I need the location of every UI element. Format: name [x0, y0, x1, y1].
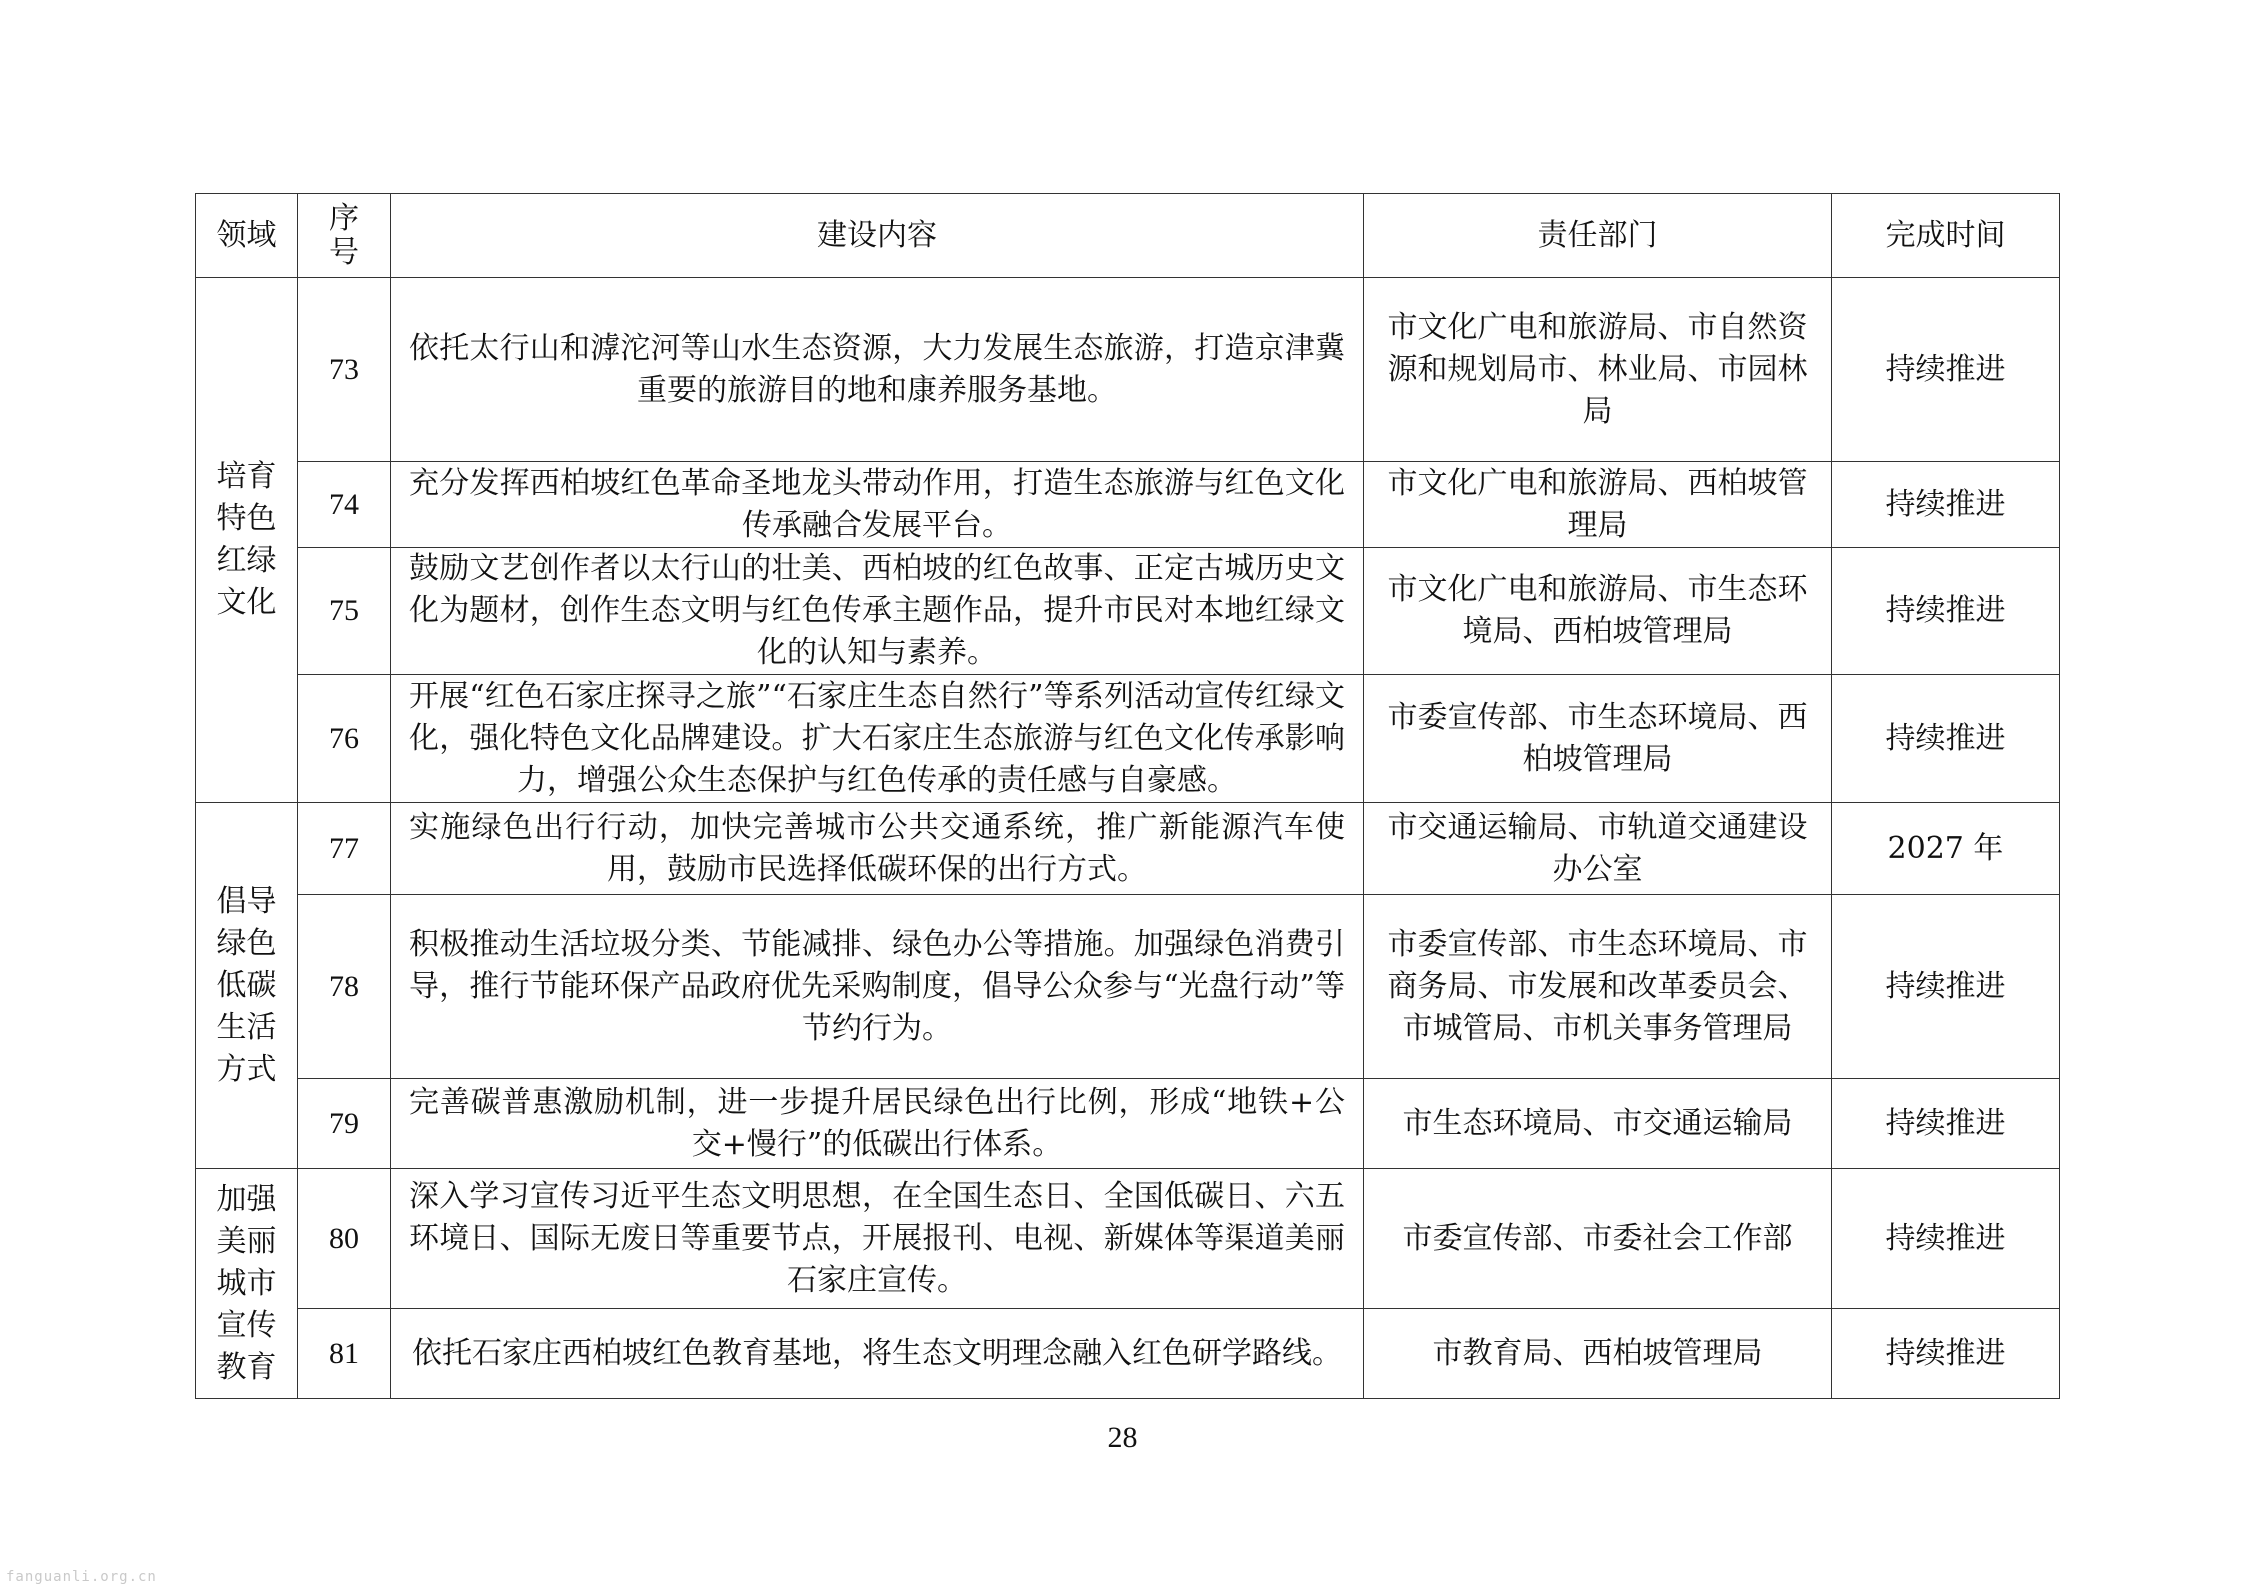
seq-cell: 78 — [298, 895, 391, 1079]
seq-cell: 75 — [298, 548, 391, 675]
dept-cell: 市文化广电和旅游局、西柏坡管理局 — [1364, 462, 1832, 548]
seq-cell: 74 — [298, 462, 391, 548]
content-cell: 依托石家庄西柏坡红色教育基地，将生态文明理念融入红色研学路线。 — [391, 1309, 1364, 1399]
table-row — [196, 675, 2060, 803]
time-cell: 持续推进 — [1832, 895, 2060, 1079]
page-number: 28 — [1107, 1421, 1138, 1454]
dept-cell: 市委宣传部、市生态环境局、西柏坡管理局 — [1364, 675, 1832, 803]
dept-cell: 市文化广电和旅游局、市生态环境局、西柏坡管理局 — [1364, 548, 1832, 675]
table-row — [196, 462, 2060, 548]
area-label: 倡导绿色低碳生活方式 — [216, 883, 277, 1087]
area-label: 培育特色红绿文化 — [216, 459, 277, 620]
header-row — [196, 194, 2060, 278]
content-cell: 完善碳普惠激励机制，进一步提升居民绿色出行比例，形成“地铁+公交+慢行”的低碳出行体系。 — [391, 1079, 1364, 1169]
table-row — [196, 548, 2060, 675]
time-cell: 2027 年 — [1832, 803, 2060, 895]
dept-cell: 市生态环境局、市交通运输局 — [1364, 1079, 1832, 1169]
seq-cell: 77 — [298, 803, 391, 895]
time-cell: 持续推进 — [1832, 278, 2060, 462]
projects-table — [195, 193, 2060, 1399]
content-cell: 充分发挥西柏坡红色革命圣地龙头带动作用，打造生态旅游与红色文化传承融合发展平台。 — [391, 462, 1364, 548]
seq-cell: 73 — [298, 278, 391, 462]
header-content: 建设内容 — [391, 194, 1364, 278]
header-seq — [298, 194, 391, 278]
content-cell: 依托太行山和滹沱河等山水生态资源，大力发展生态旅游，打造京津冀重要的旅游目的地和康养服务基地。 — [391, 278, 1364, 462]
header-time: 完成时间 — [1832, 194, 2060, 278]
time-cell: 持续推进 — [1832, 1309, 2060, 1399]
table-row — [196, 803, 2060, 895]
dept-cell: 市委宣传部、市生态环境局、市商务局、市发展和改革委员会、市城管局、市机关事务管理局 — [1364, 895, 1832, 1079]
time-cell: 持续推进 — [1832, 675, 2060, 803]
content-cell: 积极推动生活垃圾分类、节能减排、绿色办公等措施。加强绿色消费引导，推行节能环保产品政府优先采购制度，倡导公众参与“光盘行动”等节约行为。 — [391, 895, 1364, 1079]
seq-cell: 81 — [298, 1309, 391, 1399]
table-row — [196, 1169, 2060, 1309]
dept-cell: 市教育局、西柏坡管理局 — [1364, 1309, 1832, 1399]
time-cell: 持续推进 — [1832, 1169, 2060, 1309]
content-cell: 开展“红色石家庄探寻之旅”“石家庄生态自然行”等系列活动宣传红绿文化，强化特色文化品牌建设。扩大石家庄生态旅游与红色文化传承影响力，增强公众生态保护与红色传承的责任感与自豪感。 — [391, 675, 1364, 803]
content-cell: 深入学习宣传习近平生态文明思想，在全国生态日、全国低碳日、六五环境日、国际无废日等重要节点，开展报刊、电视、新媒体等渠道美丽石家庄宣传。 — [391, 1169, 1364, 1309]
time-cell: 持续推进 — [1832, 462, 2060, 548]
time-cell: 持续推进 — [1832, 1079, 2060, 1169]
area-cell — [196, 803, 298, 1169]
seq-cell: 80 — [298, 1169, 391, 1309]
area-cell — [196, 278, 298, 803]
table-row — [196, 1079, 2060, 1169]
time-cell: 持续推进 — [1832, 548, 2060, 675]
header-dept: 责任部门 — [1364, 194, 1832, 278]
content-cell: 鼓励文艺创作者以太行山的壮美、西柏坡的红色故事、正定古城历史文化为题材，创作生态文明与红色传承主题作品，提升市民对本地红绿文化的认知与素养。 — [391, 548, 1364, 675]
dept-cell: 市委宣传部、市委社会工作部 — [1364, 1169, 1832, 1309]
header-area: 领域 — [196, 194, 298, 278]
area-cell — [196, 1169, 298, 1399]
table-row — [196, 278, 2060, 462]
table-row — [196, 895, 2060, 1079]
watermark: fanguanli.org.cn — [6, 1569, 157, 1585]
table-row — [196, 1309, 2060, 1399]
seq-cell: 79 — [298, 1079, 391, 1169]
dept-cell: 市交通运输局、市轨道交通建设办公室 — [1364, 803, 1832, 895]
dept-cell: 市文化广电和旅游局、市自然资源和规划局市、林业局、市园林局 — [1364, 278, 1832, 462]
header-seq-label: 序号 — [329, 200, 359, 270]
area-label: 加强美丽城市宣传教育 — [216, 1181, 277, 1385]
content-cell: 实施绿色出行行动，加快完善城市公共交通系统，推广新能源汽车使用，鼓励市民选择低碳环保的出行方式。 — [391, 803, 1364, 895]
seq-cell: 76 — [298, 675, 391, 803]
